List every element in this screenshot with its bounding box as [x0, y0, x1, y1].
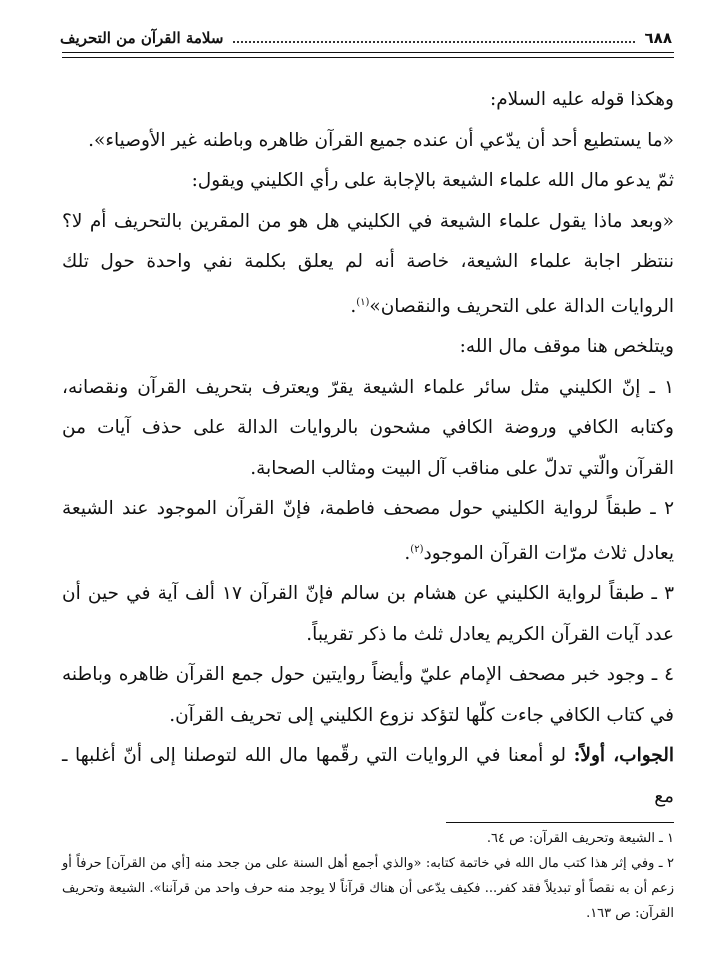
paragraph-7-end: .	[404, 542, 411, 564]
paragraph-8: ٣ ـ طبقاً لرواية الكليني عن هشام بن سالم فإنّ القرآن ١٧ ألف آية في حين أن عدد آيات القرآن الكريم يعادل ثلث ما ذكر تقريباً.	[62, 583, 674, 645]
quote-text: «وبعد ماذا يقول علماء الشيعة في الكليني هل هو من المقرين بالتحريف أم لا؟ ننتظر اجابة علماء الشيعة، خاصة أنه لم يعلق بكلمة نفي واحدة حول تلك الروايات الدالة على التحريف والنقصان»	[62, 210, 674, 317]
main-text	[62, 80, 674, 817]
paragraph-9: ٤ ـ وجود خبر مصحف الإمام عليّ وأيضاً روايتين حول جمع القرآن ظاهره وباطنه في كتاب الكافي جاءت كلّها لتؤكد نزوع الكليني إلى تحريف القرآن.	[62, 664, 674, 726]
header-rule-thin	[62, 57, 674, 58]
paragraph-4-end: .	[350, 295, 357, 317]
footnote-separator	[446, 822, 674, 823]
footnote-1: ١ ـ الشيعة وتحريف القرآن: ص ٦٤.	[486, 831, 674, 846]
footnote-ref-2[interactable]: (٢)	[410, 543, 424, 555]
paragraph-5: ويتلخص هنا موقف مال الله:	[459, 336, 674, 358]
paragraph-2: «ما يستطيع أحد أن يدّعي أن عنده جميع القرآن ظاهره وباطنه غير الأوصياء».	[88, 129, 674, 151]
answer-text: لو أمعنا في الروايات التي رقّمها مال الله لتوصلنا إلى أنّ أغلبها ـ مع	[62, 745, 674, 807]
paragraph-6: ١ ـ إنّ الكليني مثل سائر علماء الشيعة يقرّ ويعترف بتحريف القرآن ونقصانه، وكتابه الكافي وروضة الكافي مشحون بالروايات الدالة على حذف آيات من القرآن والّتي تدلّ على مناقب آل البيت ومثالب الصحابة.	[62, 376, 674, 479]
paragraph-7	[62, 489, 674, 574]
point-2-text: ٢ ـ طبقاً لرواية الكليني حول مصحف فاطمة، فإنّ القرآن الموجود عند الشيعة يعادل ثلاث مرّات القرآن الموجود	[62, 498, 674, 564]
footnotes	[62, 826, 674, 926]
footnote-2: ٢ ـ وفي إثر هذا كتب مال الله في خاتمة كتابه: «والذي أجمع أهل السنة على من جحد منه [أي من القرآن] حرفاً أو زعم أن به نقصاً أو تبديلاً فقد كفر... فكيف يدّعى أن هناك قرآناً لا يوجد منه حرف واحد من قرآننا». الشيعة وتحريف القرآن: ص ١٦٣.	[62, 856, 674, 921]
header-title: سلامة القرآن من التحريف	[60, 29, 224, 47]
paragraph-4	[62, 202, 674, 328]
paragraph-10	[62, 736, 674, 817]
footnote-ref-1[interactable]: (١)	[356, 296, 370, 308]
header-rule-thick	[62, 52, 674, 53]
header-leader-dots	[233, 33, 634, 43]
paragraph-3: ثمّ يدعو مال الله علماء الشيعة بالإجابة على رأي الكليني ويقول:	[191, 170, 674, 191]
paragraph-1: وهكذا قوله عليه السلام:	[489, 89, 674, 110]
running-header	[60, 26, 672, 50]
page-number: ٦٨٨	[644, 29, 672, 47]
answer-label: الجواب، أولاً:	[573, 745, 674, 767]
